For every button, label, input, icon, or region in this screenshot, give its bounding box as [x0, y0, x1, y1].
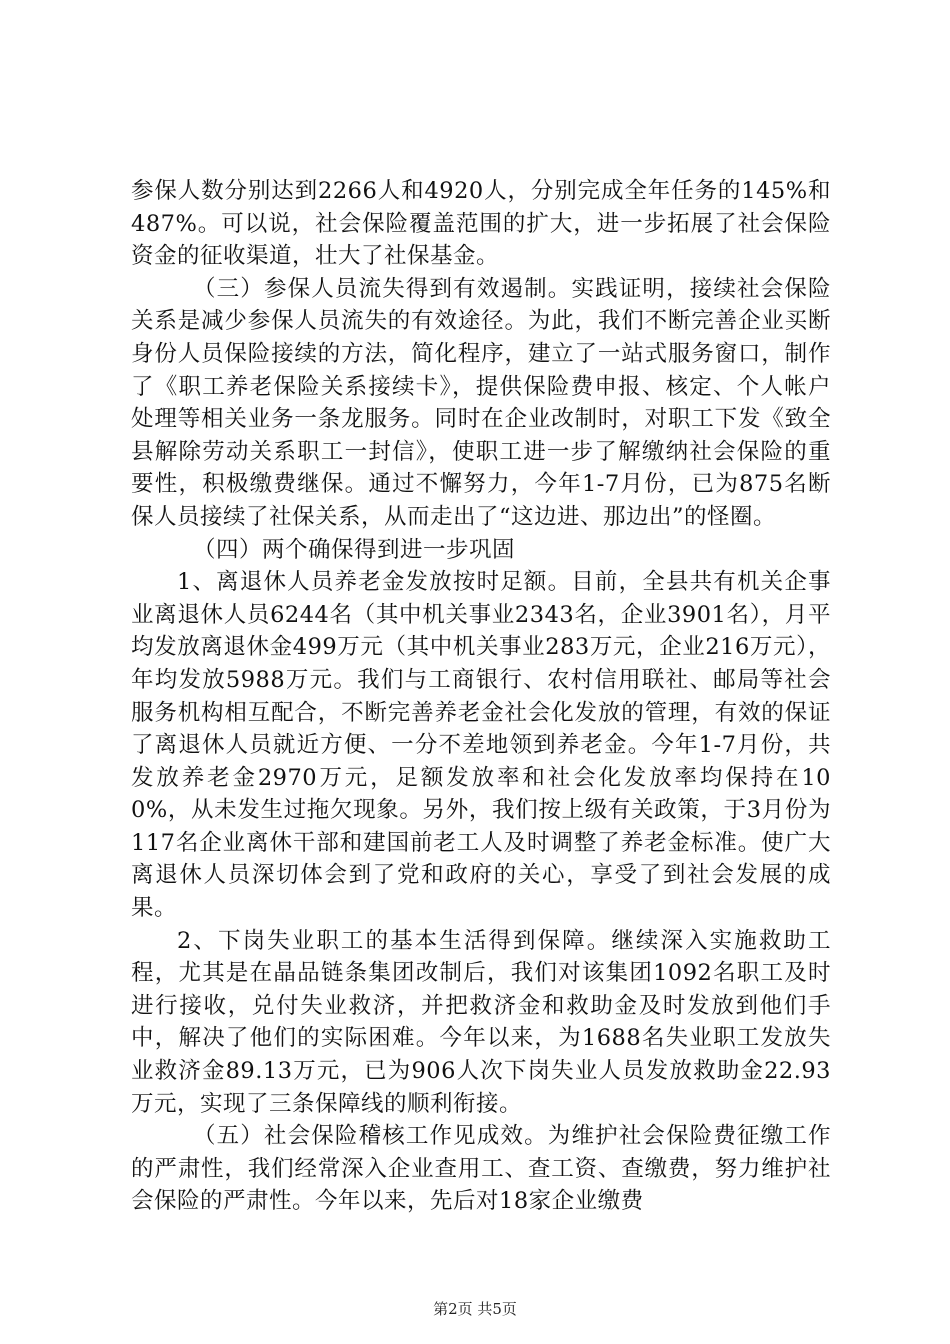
paragraph-section-3: （三）参保人员流失得到有效遏制。实践证明，接续社会保险关系是减少参保人员流失的有效途径。为此，我们不断完善企业买断身份人员保险接续的方法，简化程序，建立了一站式服务窗口，制作了《职工养老保险关系接续卡》，提供保险费申报、核定、个人帐户处理等相关业务一条龙服务。同时在企业改制时，对职工下发《致全县解除劳动关系职工一封信》，使职工进一步了解缴纳社会保险的重要性，积极缴费继保。通过不懈努力，今年1-7月份，已为875名断保人员接续了社保关系，从而走出了“这边进、那边出”的怪圈。 [131, 275, 831, 530]
paragraph-item-2: 2、下岗失业职工的基本生活得到保障。继续深入实施救助工程，尤其是在晶品链条集团改制后，我们对该集团1092名职工及时进行接收，兑付失业救济，并把救济金和救助金及时发放到他们手中，解决了他们的实际困难。今年以来，为1688名失业职工发放失业救济金89.13万元，已为906人次下岗失业人员发放救助金22.93万元，实现了三条保障线的顺利衔接。 [131, 927, 831, 1117]
page-number-footer: 第2页 共5页 [433, 1300, 517, 1318]
document-body [131, 175, 831, 1218]
heading-section-4: （四）两个确保得到进一步巩固 [193, 536, 516, 563]
paragraph-section-5: （五）社会保险稽核工作见成效。为维护社会保险费征缴工作的严肃性，我们经常深入企业查用工、查工资、查缴费，努力维护社会保险的严肃性。今年以来，先后对18家企业缴费 [131, 1123, 831, 1215]
paragraph-item-1: 1、离退休人员养老金发放按时足额。目前，全县共有机关企事业离退休人员6244名（其中机关事业2343名，企业3901名），月平均发放离退休金499万元（其中机关事业283万元，企业216万元），年均发放5988万元。我们与工商银行、农村信用联社、邮局等社会服务机构相互配合，不断完善养老金社会化发放的管理，有效的保证了离退休人员就近方便、一分不差地领到养老金。今年1-7月份，共发放养老金2970万元，足额发放率和社会化发放率均保持在100%，从未发生过拖欠现象。另外，我们按上级有关政策，于3月份为117名企业离休干部和建国前老工人及时调整了养老金标准。使广大离退休人员深切体会到了党和政府的关心，享受了到社会发展的成果。 [131, 569, 831, 922]
paragraph-continued: 参保人数分别达到2266人和4920人，分别完成全年任务的145%和487%。可以说，社会保险覆盖范围的扩大，进一步拓展了社会保险资金的征收渠道，壮大了社保基金。 [131, 178, 831, 270]
